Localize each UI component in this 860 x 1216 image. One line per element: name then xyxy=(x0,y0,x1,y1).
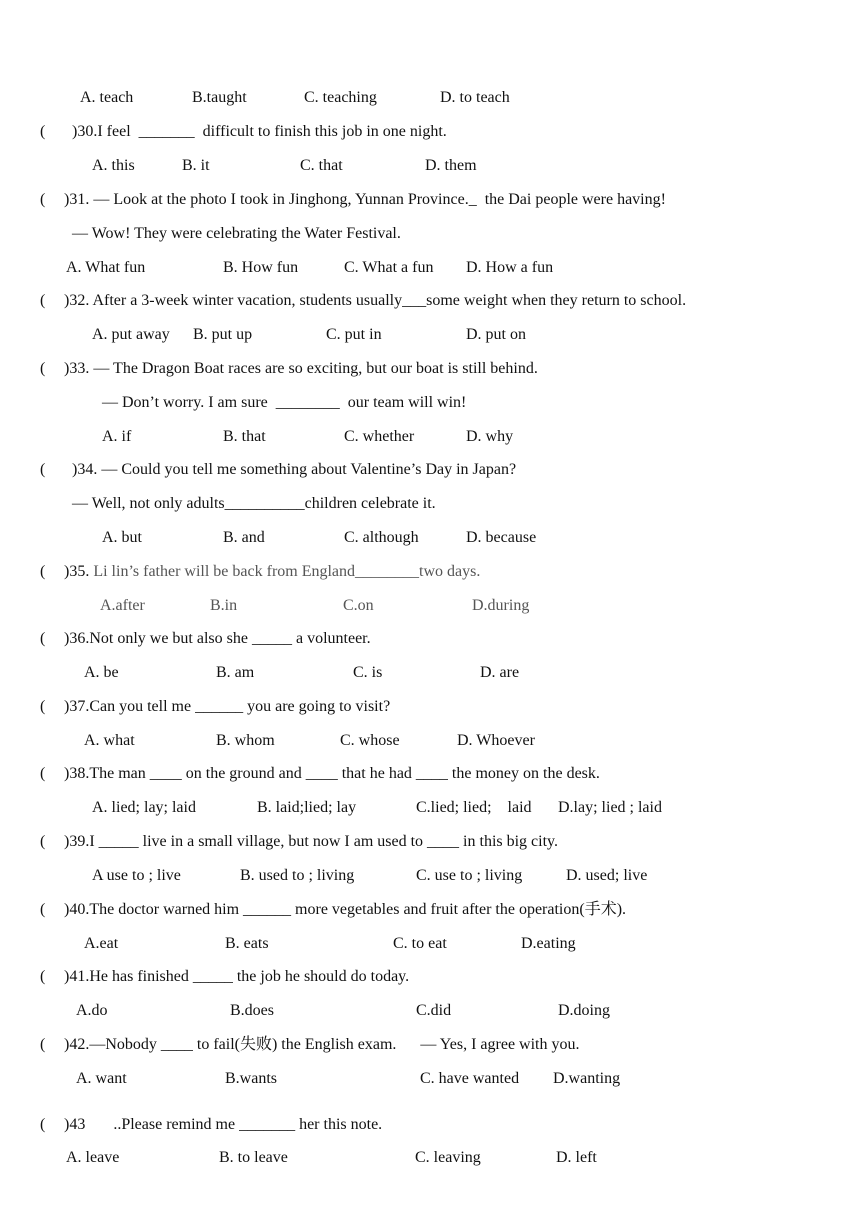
answer-paren: ( xyxy=(40,833,46,850)
answer-paren: ( xyxy=(40,901,46,918)
option-c: C.on xyxy=(343,597,374,614)
question-stem: )37.Can you tell me ______ you are going to visit? xyxy=(64,698,391,715)
answer-paren: ( xyxy=(40,123,46,140)
answer-paren: ( xyxy=(40,191,46,208)
option-a: A. leave xyxy=(66,1149,120,1166)
answer-paren: ( xyxy=(40,1116,46,1133)
question-stem: )41.He has finished _____ the job he should do today. xyxy=(64,968,410,985)
question-number: )35. xyxy=(64,563,94,580)
option-c: C.lied; lied; laid xyxy=(416,799,532,816)
question-stem: )39.I _____ live in a small village, but now I am used to ____ in this big city. xyxy=(64,833,559,850)
option-c: C. put in xyxy=(326,326,382,343)
option-d: D. put on xyxy=(466,326,526,343)
answer-paren: ( xyxy=(40,292,46,309)
answer-paren: ( xyxy=(40,698,46,715)
option-d: D. Whoever xyxy=(457,732,535,749)
option-c: C. use to ; living xyxy=(416,867,523,884)
question-stem: )30.I feel _______ difficult to finish this job in one night. xyxy=(72,123,447,140)
option-c: C. teaching xyxy=(304,89,377,106)
option-c: C. leaving xyxy=(415,1149,481,1166)
option-c: C. that xyxy=(300,157,343,174)
option-b: B. and xyxy=(223,529,265,546)
option-c: C. What a fun xyxy=(344,259,434,276)
answer-paren: ( xyxy=(40,968,46,985)
question-line-2: — Well, not only adults__________children celebrate it. xyxy=(72,495,436,512)
option-b: B. How fun xyxy=(223,259,299,276)
option-b: B. laid;lied; lay xyxy=(257,799,357,816)
option-b: B. eats xyxy=(225,935,269,952)
option-c: C. is xyxy=(353,664,383,681)
question-stem: )34. — Could you tell me something about Valentine’s Day in Japan? xyxy=(72,461,517,478)
option-b: B.in xyxy=(210,597,238,614)
answer-paren: ( xyxy=(40,563,46,580)
option-d: D. How a fun xyxy=(466,259,554,276)
question-line-2: — Don’t worry. I am sure ________ our team will win! xyxy=(102,394,467,411)
option-a: A use to ; live xyxy=(92,867,181,884)
answer-paren: ( xyxy=(40,630,46,647)
option-d: D. to teach xyxy=(440,89,510,106)
option-a: A. if xyxy=(102,428,132,445)
option-c: C. although xyxy=(344,529,419,546)
question-stem: )43 ..Please remind me _______ her this note. xyxy=(64,1116,383,1133)
question-line-2: — Wow! They were celebrating the Water Festival. xyxy=(72,225,401,242)
option-a: A.after xyxy=(100,597,145,614)
option-b: B. used to ; living xyxy=(240,867,355,884)
option-b: B. to leave xyxy=(219,1149,288,1166)
option-a: A. this xyxy=(92,157,135,174)
question-text: Li lin’s father will be back from England________two days. xyxy=(93,563,481,580)
option-c: C. to eat xyxy=(393,935,447,952)
question-stem: )40.The doctor warned him ______ more vegetables and fruit after the operation(手术). xyxy=(64,901,627,918)
option-a: A. teach xyxy=(80,89,134,106)
option-c: C.did xyxy=(416,1002,452,1019)
question-stem: )38.The man ____ on the ground and ____ that he had ____ the money on the desk. xyxy=(64,765,600,782)
option-a: A. want xyxy=(76,1070,127,1087)
option-b: B.taught xyxy=(192,89,247,106)
option-a: A. What fun xyxy=(66,259,146,276)
option-c: C. whose xyxy=(340,732,400,749)
option-b: B. whom xyxy=(216,732,275,749)
answer-paren: ( xyxy=(40,461,46,478)
option-d: D.doing xyxy=(558,1002,610,1019)
option-d: D.during xyxy=(472,597,530,614)
option-b: B.does xyxy=(230,1002,274,1019)
answer-paren: ( xyxy=(40,765,46,782)
option-c: C. whether xyxy=(344,428,415,445)
option-a: A. be xyxy=(84,664,119,681)
answer-paren: ( xyxy=(40,360,46,377)
answer-paren: ( xyxy=(40,1036,46,1053)
question-stem: )42.—Nobody ____ to fail(失败) the English exam. — Yes, I agree with you. xyxy=(64,1036,580,1053)
option-d: D.lay; lied ; laid xyxy=(558,799,662,816)
option-a: A. but xyxy=(102,529,142,546)
option-b: B. it xyxy=(182,157,210,174)
option-d: D. them xyxy=(425,157,477,174)
option-b: B.wants xyxy=(225,1070,277,1087)
option-d: D.eating xyxy=(521,935,576,952)
option-d: D.wanting xyxy=(553,1070,621,1087)
question-stem: )33. — The Dragon Boat races are so exciting, but our boat is still behind. xyxy=(64,360,538,377)
option-a: A.do xyxy=(76,1002,108,1019)
question-stem xyxy=(64,562,480,582)
option-a: A. put away xyxy=(92,326,170,343)
option-a: A. lied; lay; laid xyxy=(92,799,196,816)
question-stem: )32. After a 3-week winter vacation, students usually___some weight when they return to school. xyxy=(64,292,687,309)
option-d: D. are xyxy=(480,664,520,681)
option-b: B. that xyxy=(223,428,266,445)
option-d: D. why xyxy=(466,428,514,445)
option-b: B. put up xyxy=(193,326,253,343)
option-d: D. because xyxy=(466,529,537,546)
option-c: C. have wanted xyxy=(420,1070,520,1087)
question-stem: )31. — Look at the photo I took in Jinghong, Yunnan Province._ the Dai people were having! xyxy=(64,191,666,208)
option-a: A.eat xyxy=(84,935,119,952)
question-stem: )36.Not only we but also she _____ a volunteer. xyxy=(64,630,371,647)
option-b: B. am xyxy=(216,664,255,681)
option-d: D. left xyxy=(556,1149,597,1166)
option-a: A. what xyxy=(84,732,135,749)
option-d: D. used; live xyxy=(566,867,648,884)
